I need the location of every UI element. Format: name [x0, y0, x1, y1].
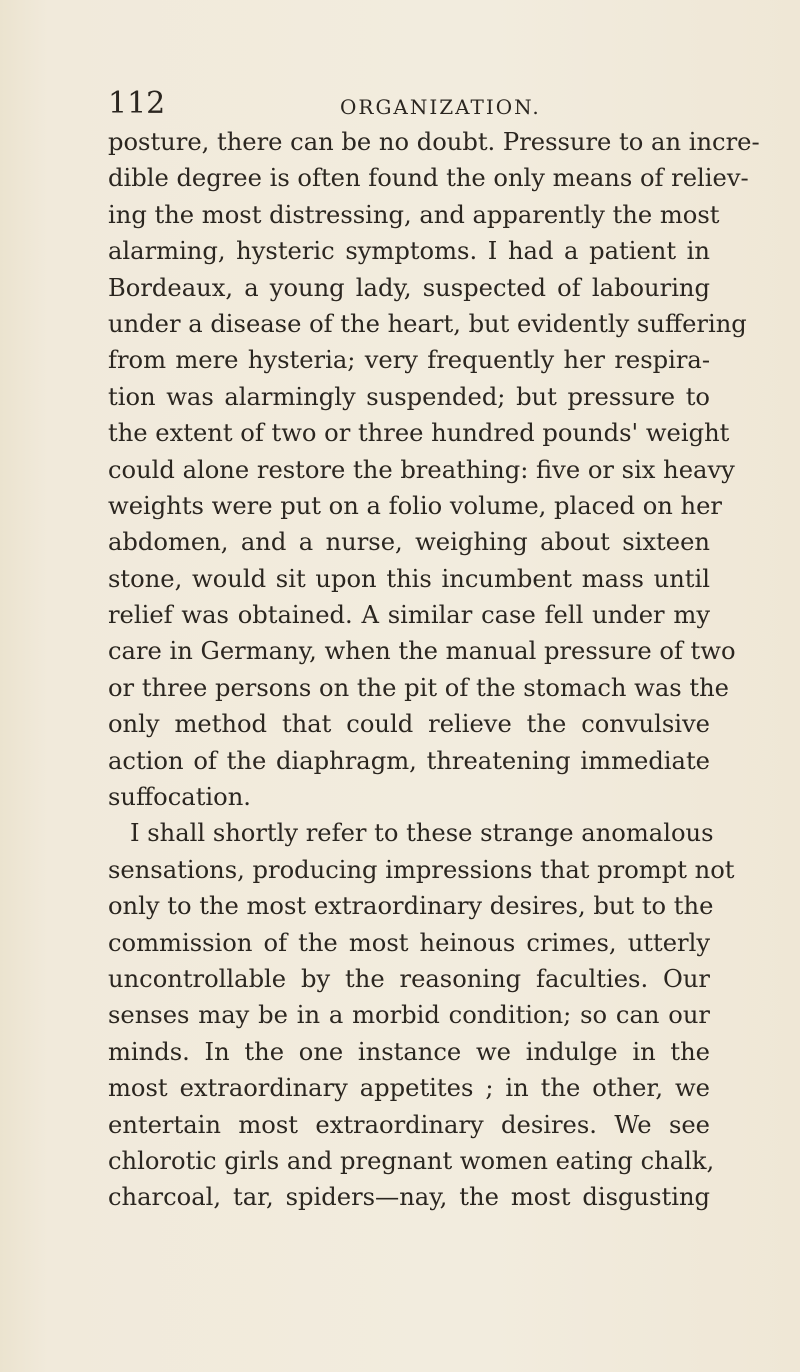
text-line: only to the most extraordinary desires, but to the: [108, 892, 714, 921]
text-line: the extent of two or three hundred pounds' weight: [108, 419, 730, 448]
text-line: dible degree is often found the only means of reliev-: [108, 164, 749, 193]
paragraph-end-line: suffocation.: [108, 783, 251, 812]
text-line: care in Germany, when the manual pressure of two: [108, 637, 736, 666]
page-header: [108, 84, 708, 128]
text-line: under a disease of the heart, but evidently suffering: [108, 309, 747, 338]
text-line: commission of the most heinous crimes, utterly: [108, 928, 710, 957]
text-line: minds. In the one instance we indulge in the: [108, 1037, 710, 1066]
text-line: posture, there can be no doubt. Pressure to an incre-: [108, 128, 760, 156]
text-line: stone, would sit upon this incumbent mass until: [108, 564, 710, 593]
text-line: Bordeaux, a young lady, suspected of labouring: [108, 273, 710, 302]
text-line: action of the diaphragm, threatening immediate: [108, 746, 710, 775]
text-line: relief was obtained. A similar case fell under my: [108, 601, 710, 630]
text-line: most extraordinary appetites ; in the other, we: [108, 1074, 710, 1103]
body-text: [108, 124, 760, 1216]
text-line: only method that could relieve the convulsive: [108, 710, 710, 739]
running-head: ORGANIZATION.: [340, 95, 541, 119]
text-line: from mere hysteria; very frequently her respira-: [108, 346, 710, 375]
page-number: 112: [108, 86, 166, 121]
text-line: sensations, producing impressions that prompt not: [108, 855, 735, 884]
text-line: ing the most distressing, and apparently the most: [108, 200, 720, 229]
text-line: chlorotic girls and pregnant women eating chalk,: [108, 1146, 715, 1175]
text-line: could alone restore the breathing: five or six heavy: [108, 455, 735, 484]
text-line: abdomen, and a nurse, weighing about sixteen: [108, 528, 710, 557]
text-line: senses may be in a morbid condition; so can our: [108, 1001, 710, 1030]
text-line: tion was alarmingly suspended; but pressure to: [108, 382, 710, 411]
text-line: uncontrollable by the reasoning faculties. Our: [108, 964, 710, 993]
text-line: alarming, hysteric symptoms. I had a patient in: [108, 237, 710, 266]
text-line: entertain most extraordinary desires. We see: [108, 1110, 710, 1139]
text-line: charcoal, tar, spiders—nay, the most disgusting: [108, 1183, 710, 1212]
text-line: or three persons on the pit of the stomach was the: [108, 673, 729, 702]
paragraph-start-line: I shall shortly refer to these strange anomalous: [130, 819, 714, 848]
text-line: weights were put on a folio volume, placed on her: [108, 491, 722, 520]
